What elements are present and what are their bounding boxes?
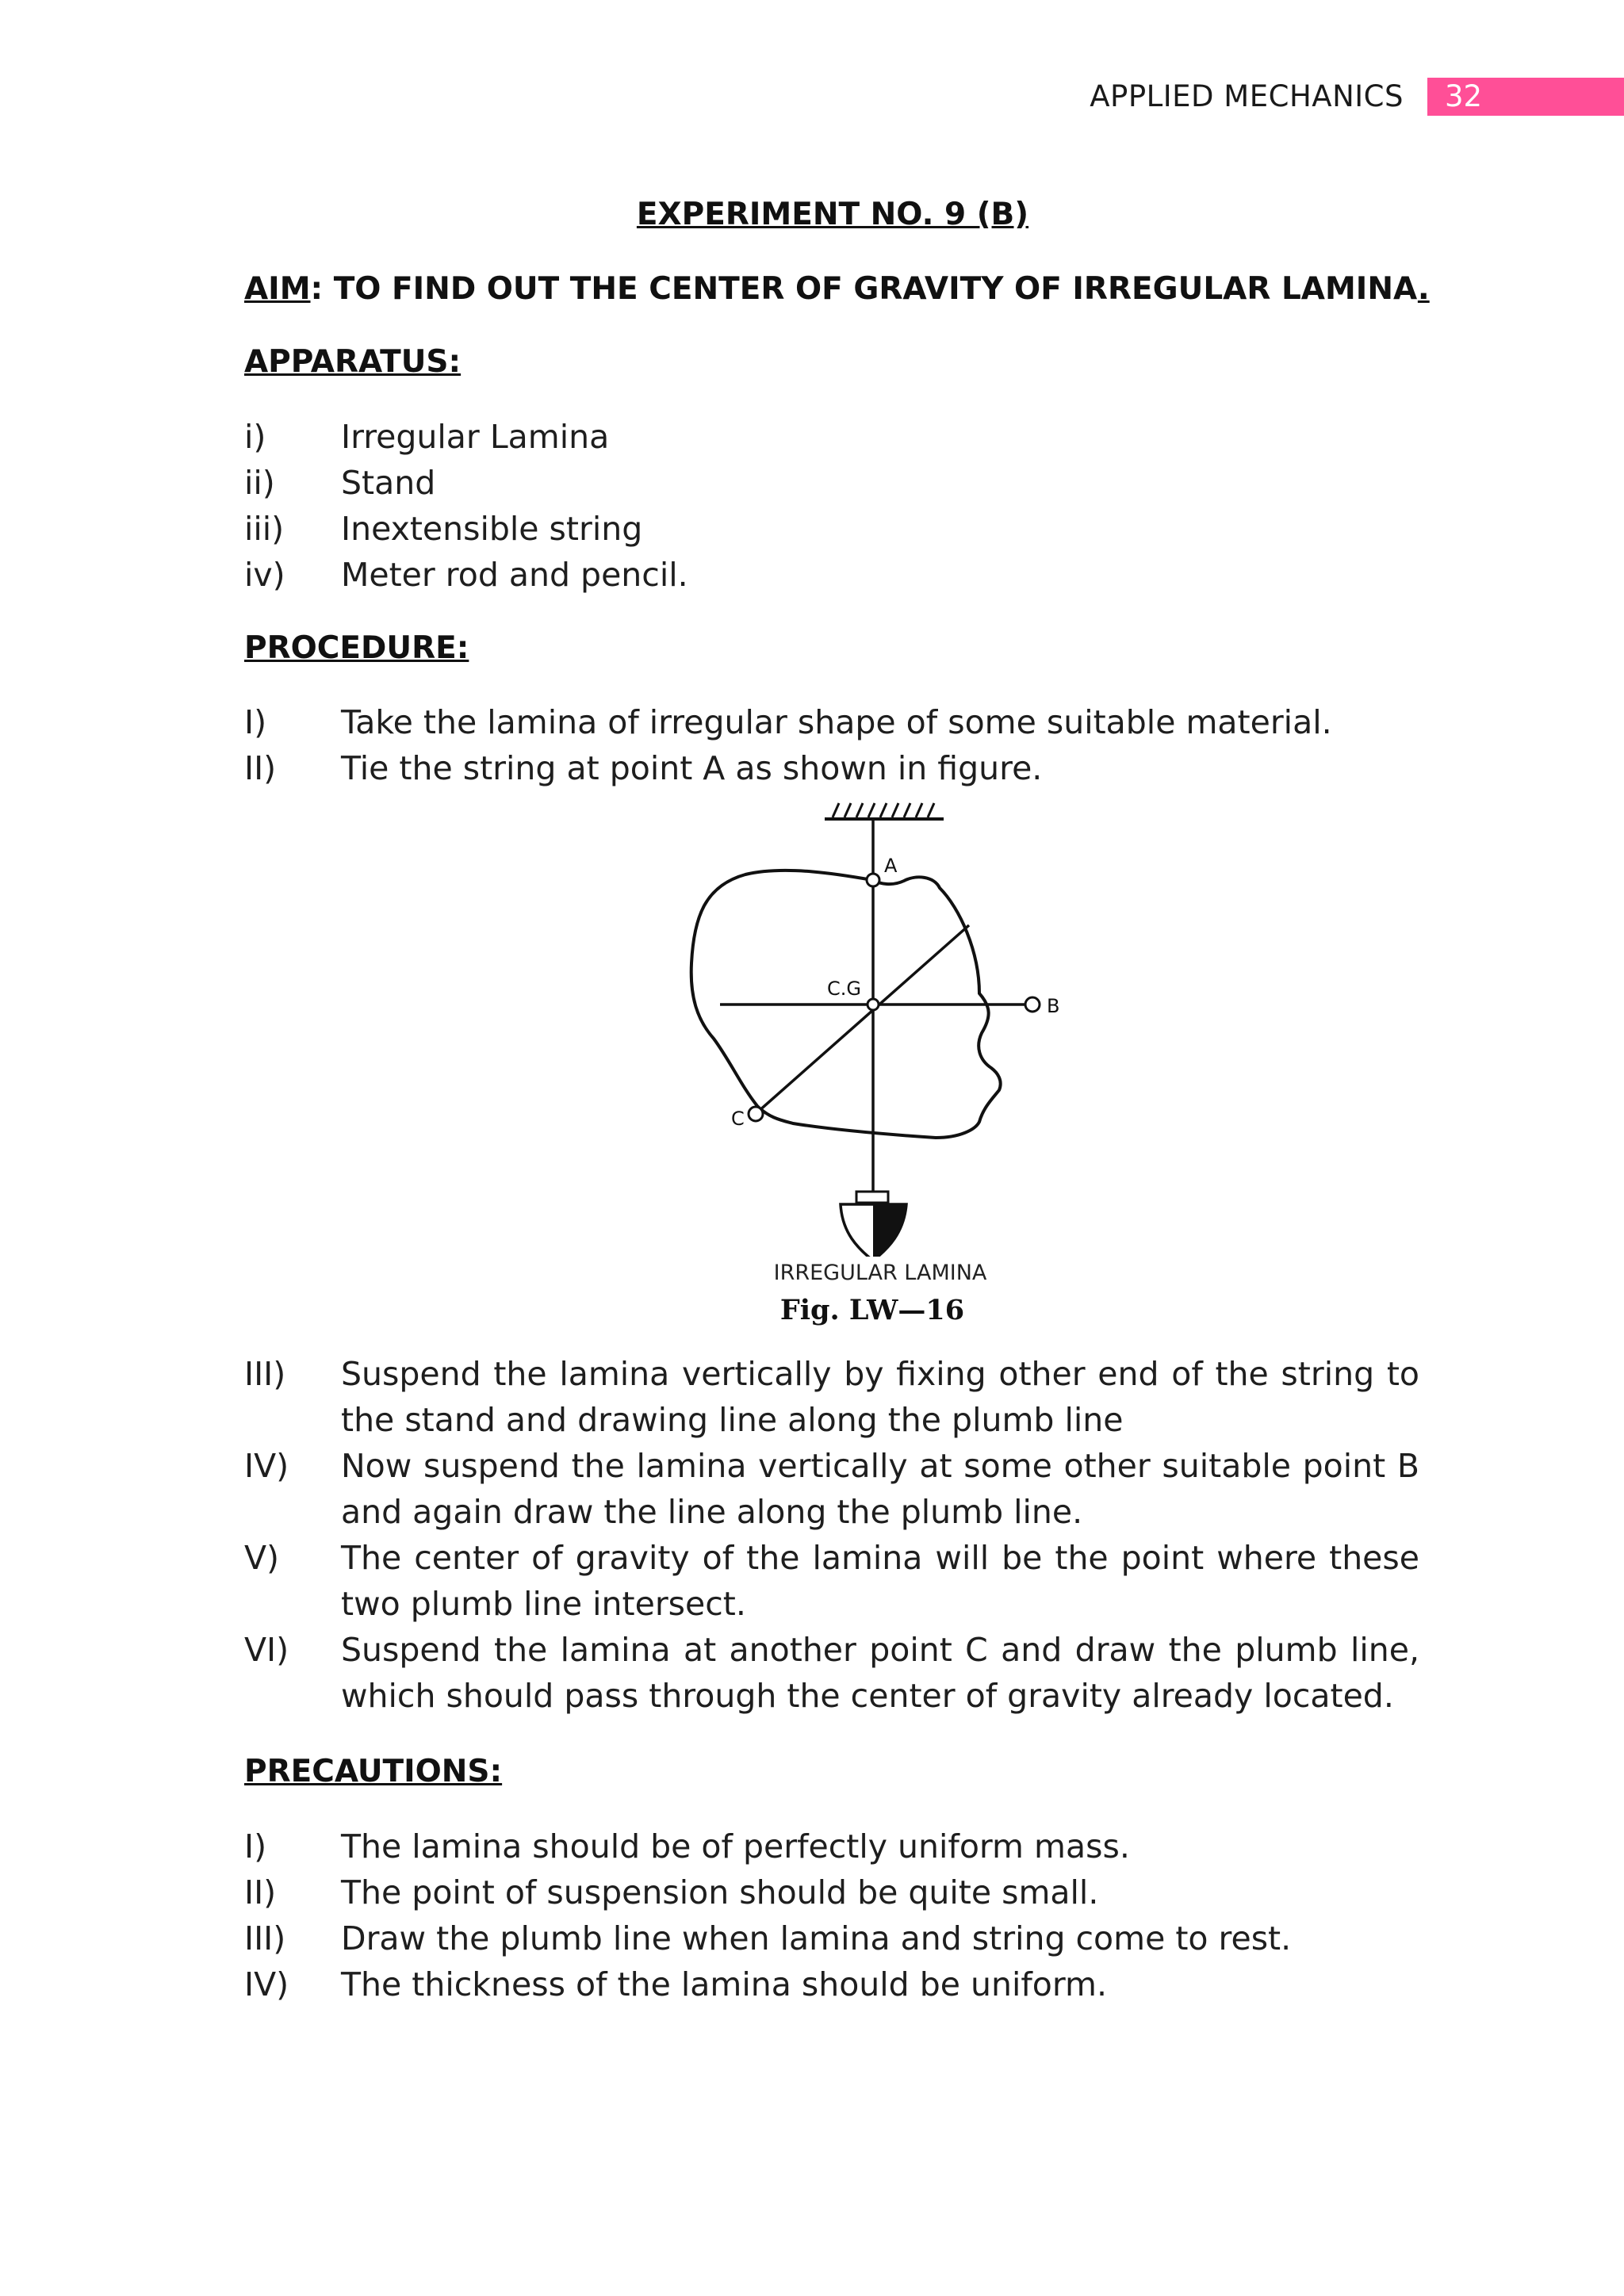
label-b: B — [1047, 995, 1060, 1017]
list-item: II) Tie the string at point A as shown in figure. — [244, 749, 1043, 787]
list-item: i) Irregular Lamina — [244, 418, 610, 456]
aim-end: . — [1417, 271, 1430, 307]
list-item: ii) Stand — [244, 464, 436, 502]
list-item: VI) Suspend the lamina at another point C and draw the plumb line, which should pass through the center of gravity already located. — [244, 1631, 1419, 1715]
list-item: V) The center of gravity of the lamina will be the point where these two plumb line intersect. — [244, 1539, 1419, 1623]
procedure-list-top — [244, 699, 1419, 791]
precautions-heading: PRECAUTIONS: — [244, 1754, 503, 1789]
aim-label: AIM — [244, 271, 311, 307]
label-cg: C.G — [827, 978, 861, 1000]
experiment-title: EXPERIMENT NO. 9 (B) — [636, 197, 1029, 232]
aim-line — [244, 271, 1430, 307]
figure-subject-label: IRREGULAR LAMINA — [773, 1261, 987, 1285]
precautions-list — [244, 1823, 1419, 2007]
running-header: APPLIED MECHANICS — [1090, 79, 1404, 113]
list-item: iv) Meter rod and pencil. — [244, 556, 688, 594]
list-item: I) The lamina should be of perfectly uniform mass. — [244, 1827, 1130, 1866]
page-number-badge: 32 — [1427, 78, 1624, 116]
ceiling-hatching — [833, 803, 934, 817]
list-item: III) Suspend the lamina vertically by fixing other end of the string to the stand and drawing line along the plumb line — [244, 1355, 1419, 1439]
point-a-marker — [867, 874, 879, 886]
label-a: A — [884, 855, 898, 877]
apparatus-heading: APPARATUS: — [244, 344, 462, 380]
list-item: III) Draw the plumb line when lamina and string come to rest. — [244, 1919, 1292, 1957]
aim-text: : TO FIND OUT THE CENTER OF GRAVITY OF IRREGULAR LAMINA — [310, 271, 1418, 307]
procedure-list-bottom — [244, 1351, 1419, 1719]
list-item: IV) The thickness of the lamina should be uniform. — [244, 1965, 1107, 2003]
cg-marker — [868, 999, 879, 1010]
list-item: II) The point of suspension should be quite small. — [244, 1873, 1099, 1911]
point-b-marker — [1025, 997, 1040, 1012]
figure-caption: Fig. LW—16 — [779, 1294, 965, 1326]
point-c-marker — [749, 1107, 763, 1121]
list-item: iii) Inextensible string — [244, 510, 643, 548]
plumb-bob-icon — [841, 1192, 906, 1257]
apparatus-list — [244, 414, 1419, 598]
label-c: C — [731, 1108, 745, 1130]
lamina-figure — [603, 781, 1158, 1257]
plumb-line-c — [757, 925, 969, 1112]
procedure-heading: PROCEDURE: — [244, 630, 469, 666]
list-item: I) Take the lamina of irregular shape of some suitable material. — [244, 703, 1332, 741]
list-item: IV) Now suspend the lamina vertically at some other suitable point B and again draw the line along the plumb line. — [244, 1447, 1419, 1531]
